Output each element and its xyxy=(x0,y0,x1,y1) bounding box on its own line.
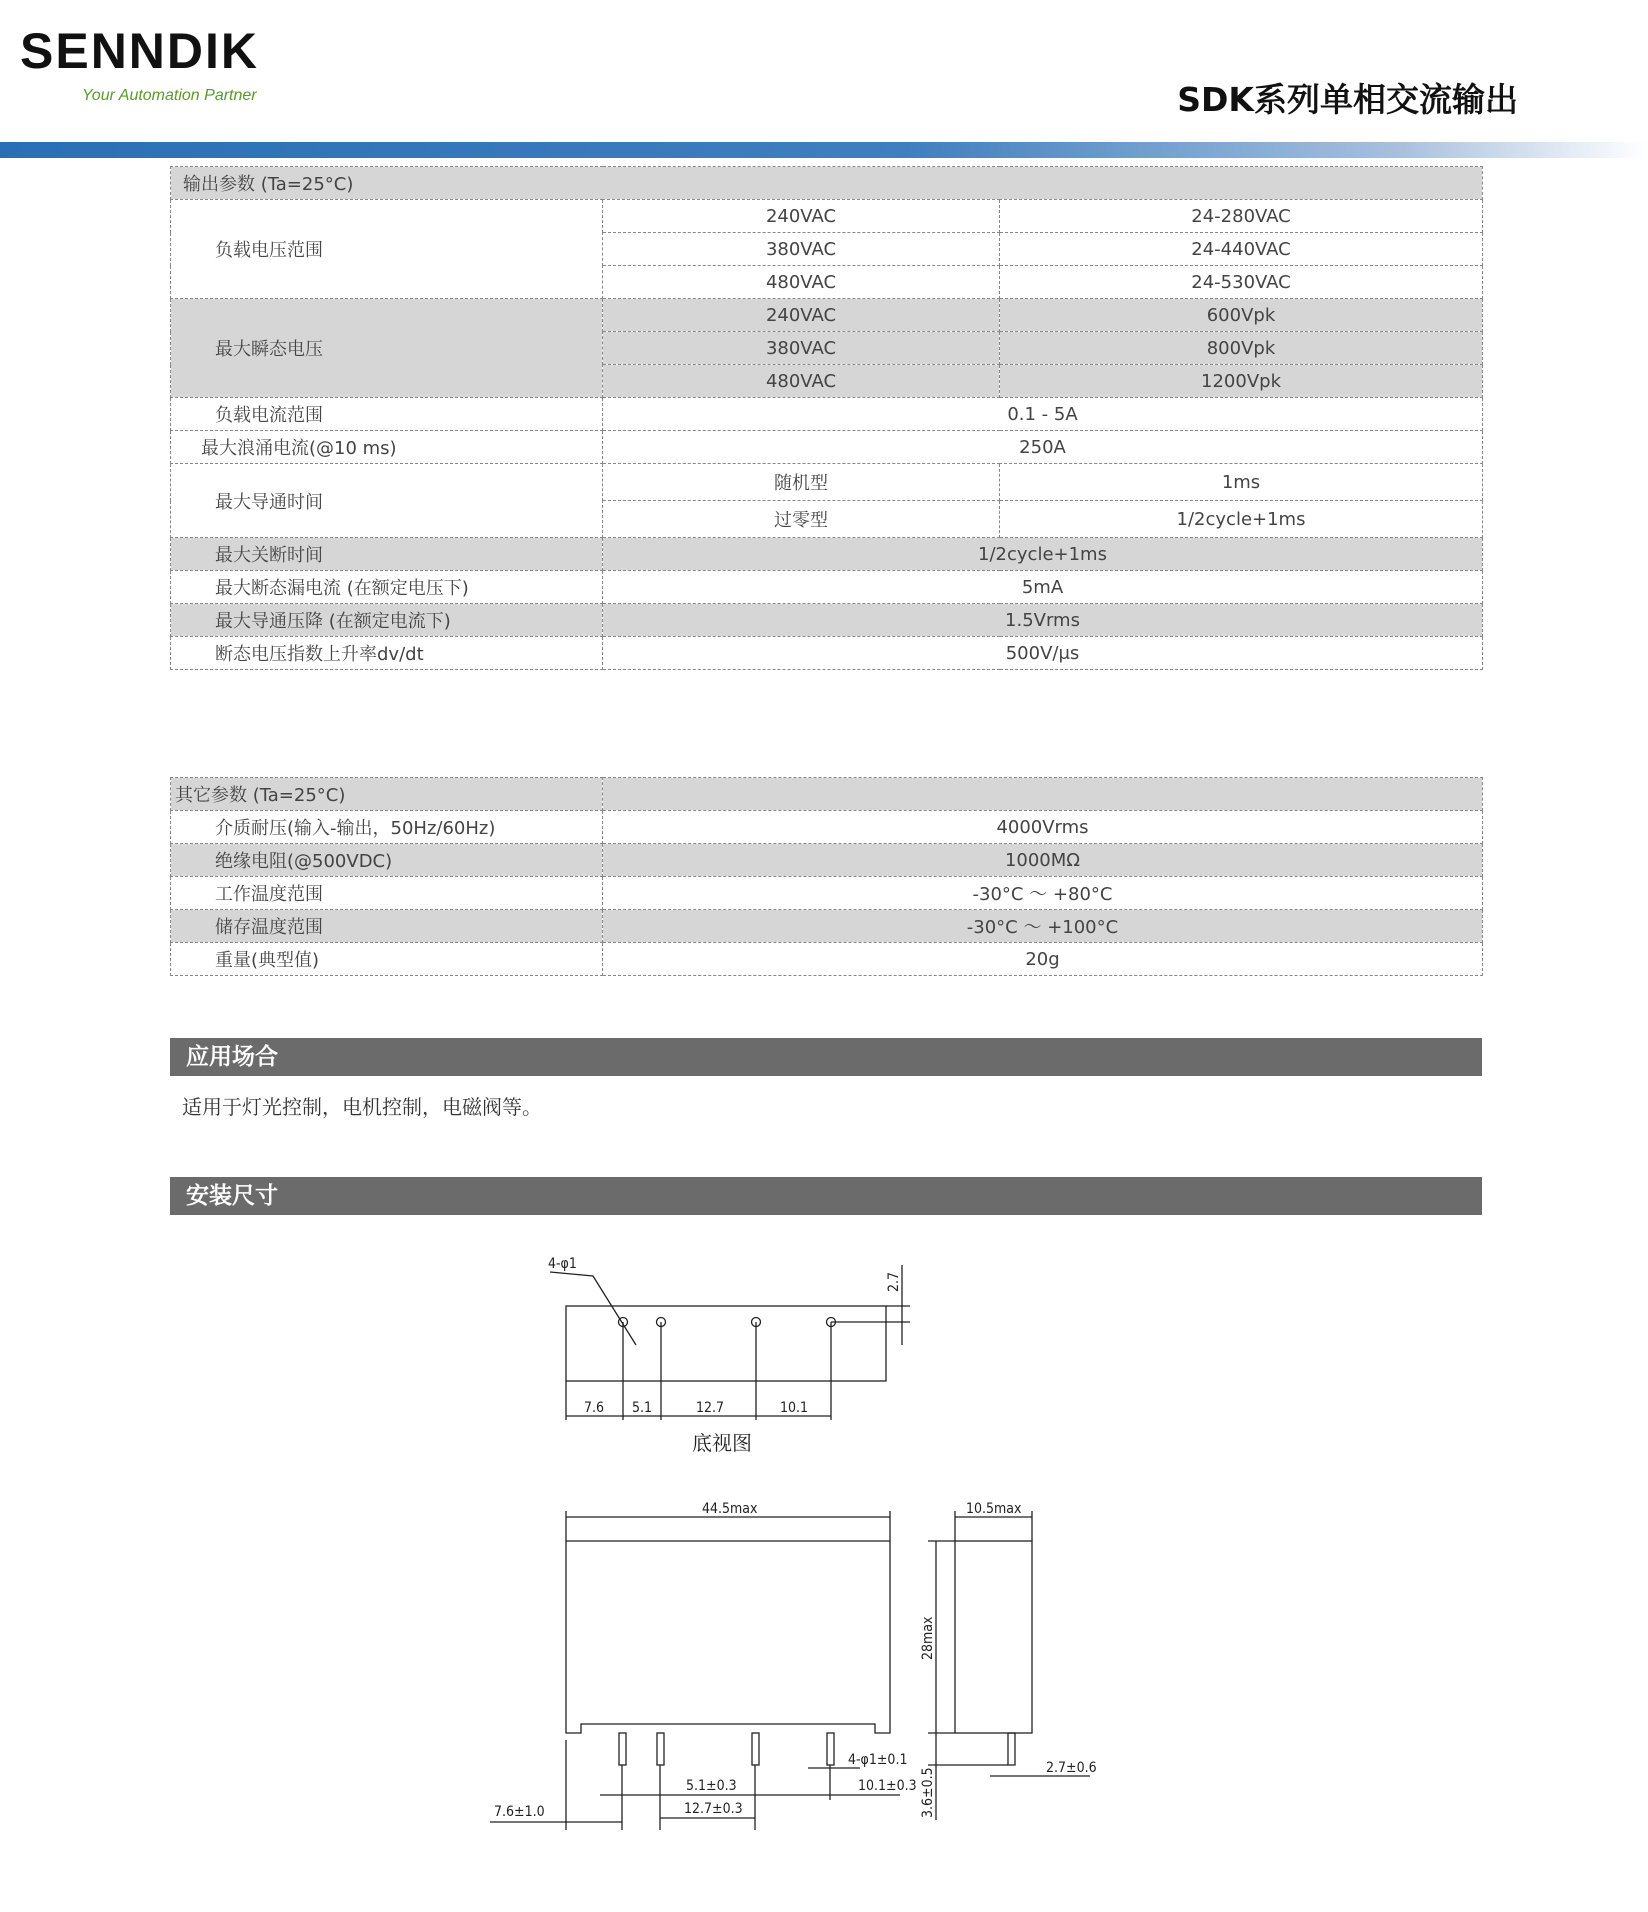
value-cell: 24-280VAC xyxy=(1000,200,1483,233)
model-cell: 480VAC xyxy=(603,365,1000,398)
company-tagline: Your Automation Partner xyxy=(82,87,257,104)
model-cell: 380VAC xyxy=(603,332,1000,365)
value-cell: 600Vpk xyxy=(1000,299,1483,332)
turn-off-time-value: 1/2cycle+1ms xyxy=(603,538,1483,571)
pin xyxy=(1008,1733,1015,1765)
mounting-section-heading: 安装尺寸 xyxy=(170,1177,1482,1215)
voltage-drop-label: 最大导通压降 (在额定电流下) xyxy=(171,604,603,637)
pin-offset-label: 2.7±0.6 xyxy=(1046,1760,1097,1776)
value-cell: 1200Vpk xyxy=(1000,365,1483,398)
model-cell: 240VAC xyxy=(603,200,1000,233)
turn-on-time-label: 最大导通时间 xyxy=(171,464,603,538)
dim-label: 12.7 xyxy=(696,1400,725,1416)
edge-dim-label: 2.7 xyxy=(886,1271,902,1292)
application-text: 适用于灯光控制，电机控制，电磁阀等。 xyxy=(182,1095,542,1119)
surge-current-value: 250A xyxy=(603,431,1483,464)
dim-label: 5.1 xyxy=(632,1400,653,1416)
bottom-view-outline xyxy=(566,1306,886,1381)
front-view xyxy=(490,1501,917,1830)
voltage-drop-value: 1.5Vrms xyxy=(603,604,1483,637)
value-cell: 1ms xyxy=(1000,464,1483,501)
bottom-view-caption: 底视图 xyxy=(692,1431,752,1455)
dim-label: 10.1 xyxy=(780,1400,809,1416)
other-param-value: 4000Vrms xyxy=(603,811,1483,844)
leakage-label: 最大断态漏电流 (在额定电压下) xyxy=(171,571,603,604)
side-view xyxy=(920,1501,1097,1820)
type-cell: 随机型 xyxy=(603,464,1000,501)
bottom-view xyxy=(548,1256,910,1455)
document-title: SDK系列单相交流输出 xyxy=(1177,80,1518,119)
model-cell: 380VAC xyxy=(603,233,1000,266)
other-param-label: 储存温度范围 xyxy=(171,910,603,943)
thickness-label: 10.5max xyxy=(966,1501,1022,1517)
side-view-outline xyxy=(955,1541,1032,1733)
application-section-heading: 应用场合 xyxy=(170,1038,1482,1076)
other-param-label: 介质耐压(输入-输出，50Hz/60Hz) xyxy=(171,811,603,844)
hole-label: 4-φ1 xyxy=(548,1256,577,1272)
dim-label: 5.1±0.3 xyxy=(686,1778,737,1794)
other-param-label: 工作温度范围 xyxy=(171,877,603,910)
value-cell: 24-530VAC xyxy=(1000,266,1483,299)
turn-off-time-label: 最大关断时间 xyxy=(171,538,603,571)
other-param-value: 1000MΩ xyxy=(603,844,1483,877)
other-params-heading: 其它参数 (Ta=25°C) xyxy=(171,778,603,811)
company-logo: SENNDIK xyxy=(20,23,260,79)
surge-current-label: 最大浪涌电流(@10 ms) xyxy=(171,431,603,464)
pin xyxy=(752,1733,759,1765)
height-label: 28max xyxy=(920,1616,936,1660)
other-param-label: 绝缘电阻(@500VDC) xyxy=(171,844,603,877)
pin xyxy=(827,1733,834,1765)
load-current-value: 0.1 - 5A xyxy=(603,398,1483,431)
output-params-heading: 输出参数 (Ta=25°C) xyxy=(171,167,1483,200)
load-voltage-label: 负载电压范围 xyxy=(171,200,603,299)
value-cell: 800Vpk xyxy=(1000,332,1483,365)
dim-label: 7.6±1.0 xyxy=(494,1804,545,1820)
dvdt-label: 断态电压指数上升率dv/dt xyxy=(171,637,603,670)
model-cell: 480VAC xyxy=(603,266,1000,299)
width-dim-label: 44.5max xyxy=(702,1501,758,1517)
dim-label: 10.1±0.3 xyxy=(858,1778,917,1794)
pin xyxy=(657,1733,664,1765)
model-cell: 240VAC xyxy=(603,299,1000,332)
type-cell: 过零型 xyxy=(603,501,1000,538)
load-current-label: 负载电流范围 xyxy=(171,398,603,431)
pin-dia-label: 4-φ1±0.1 xyxy=(848,1752,908,1768)
max-transient-label: 最大瞬态电压 xyxy=(171,299,603,398)
dim-label: 12.7±0.3 xyxy=(684,1801,743,1817)
other-param-value: 20g xyxy=(603,943,1483,976)
pin xyxy=(619,1733,626,1765)
value-cell: 1/2cycle+1ms xyxy=(1000,501,1483,538)
other-param-label: 重量(典型值) xyxy=(171,943,603,976)
value-cell: 24-440VAC xyxy=(1000,233,1483,266)
front-view-outline xyxy=(566,1541,890,1733)
dim-label: 7.6 xyxy=(584,1400,605,1416)
dvdt-value: 500V/μs xyxy=(603,637,1483,670)
other-param-value: -30°C ～ +100°C xyxy=(603,910,1483,943)
other-param-value: -30°C ～ +80°C xyxy=(603,877,1483,910)
pin-len-label: 3.6±0.5 xyxy=(920,1767,936,1818)
leakage-value: 5mA xyxy=(603,571,1483,604)
